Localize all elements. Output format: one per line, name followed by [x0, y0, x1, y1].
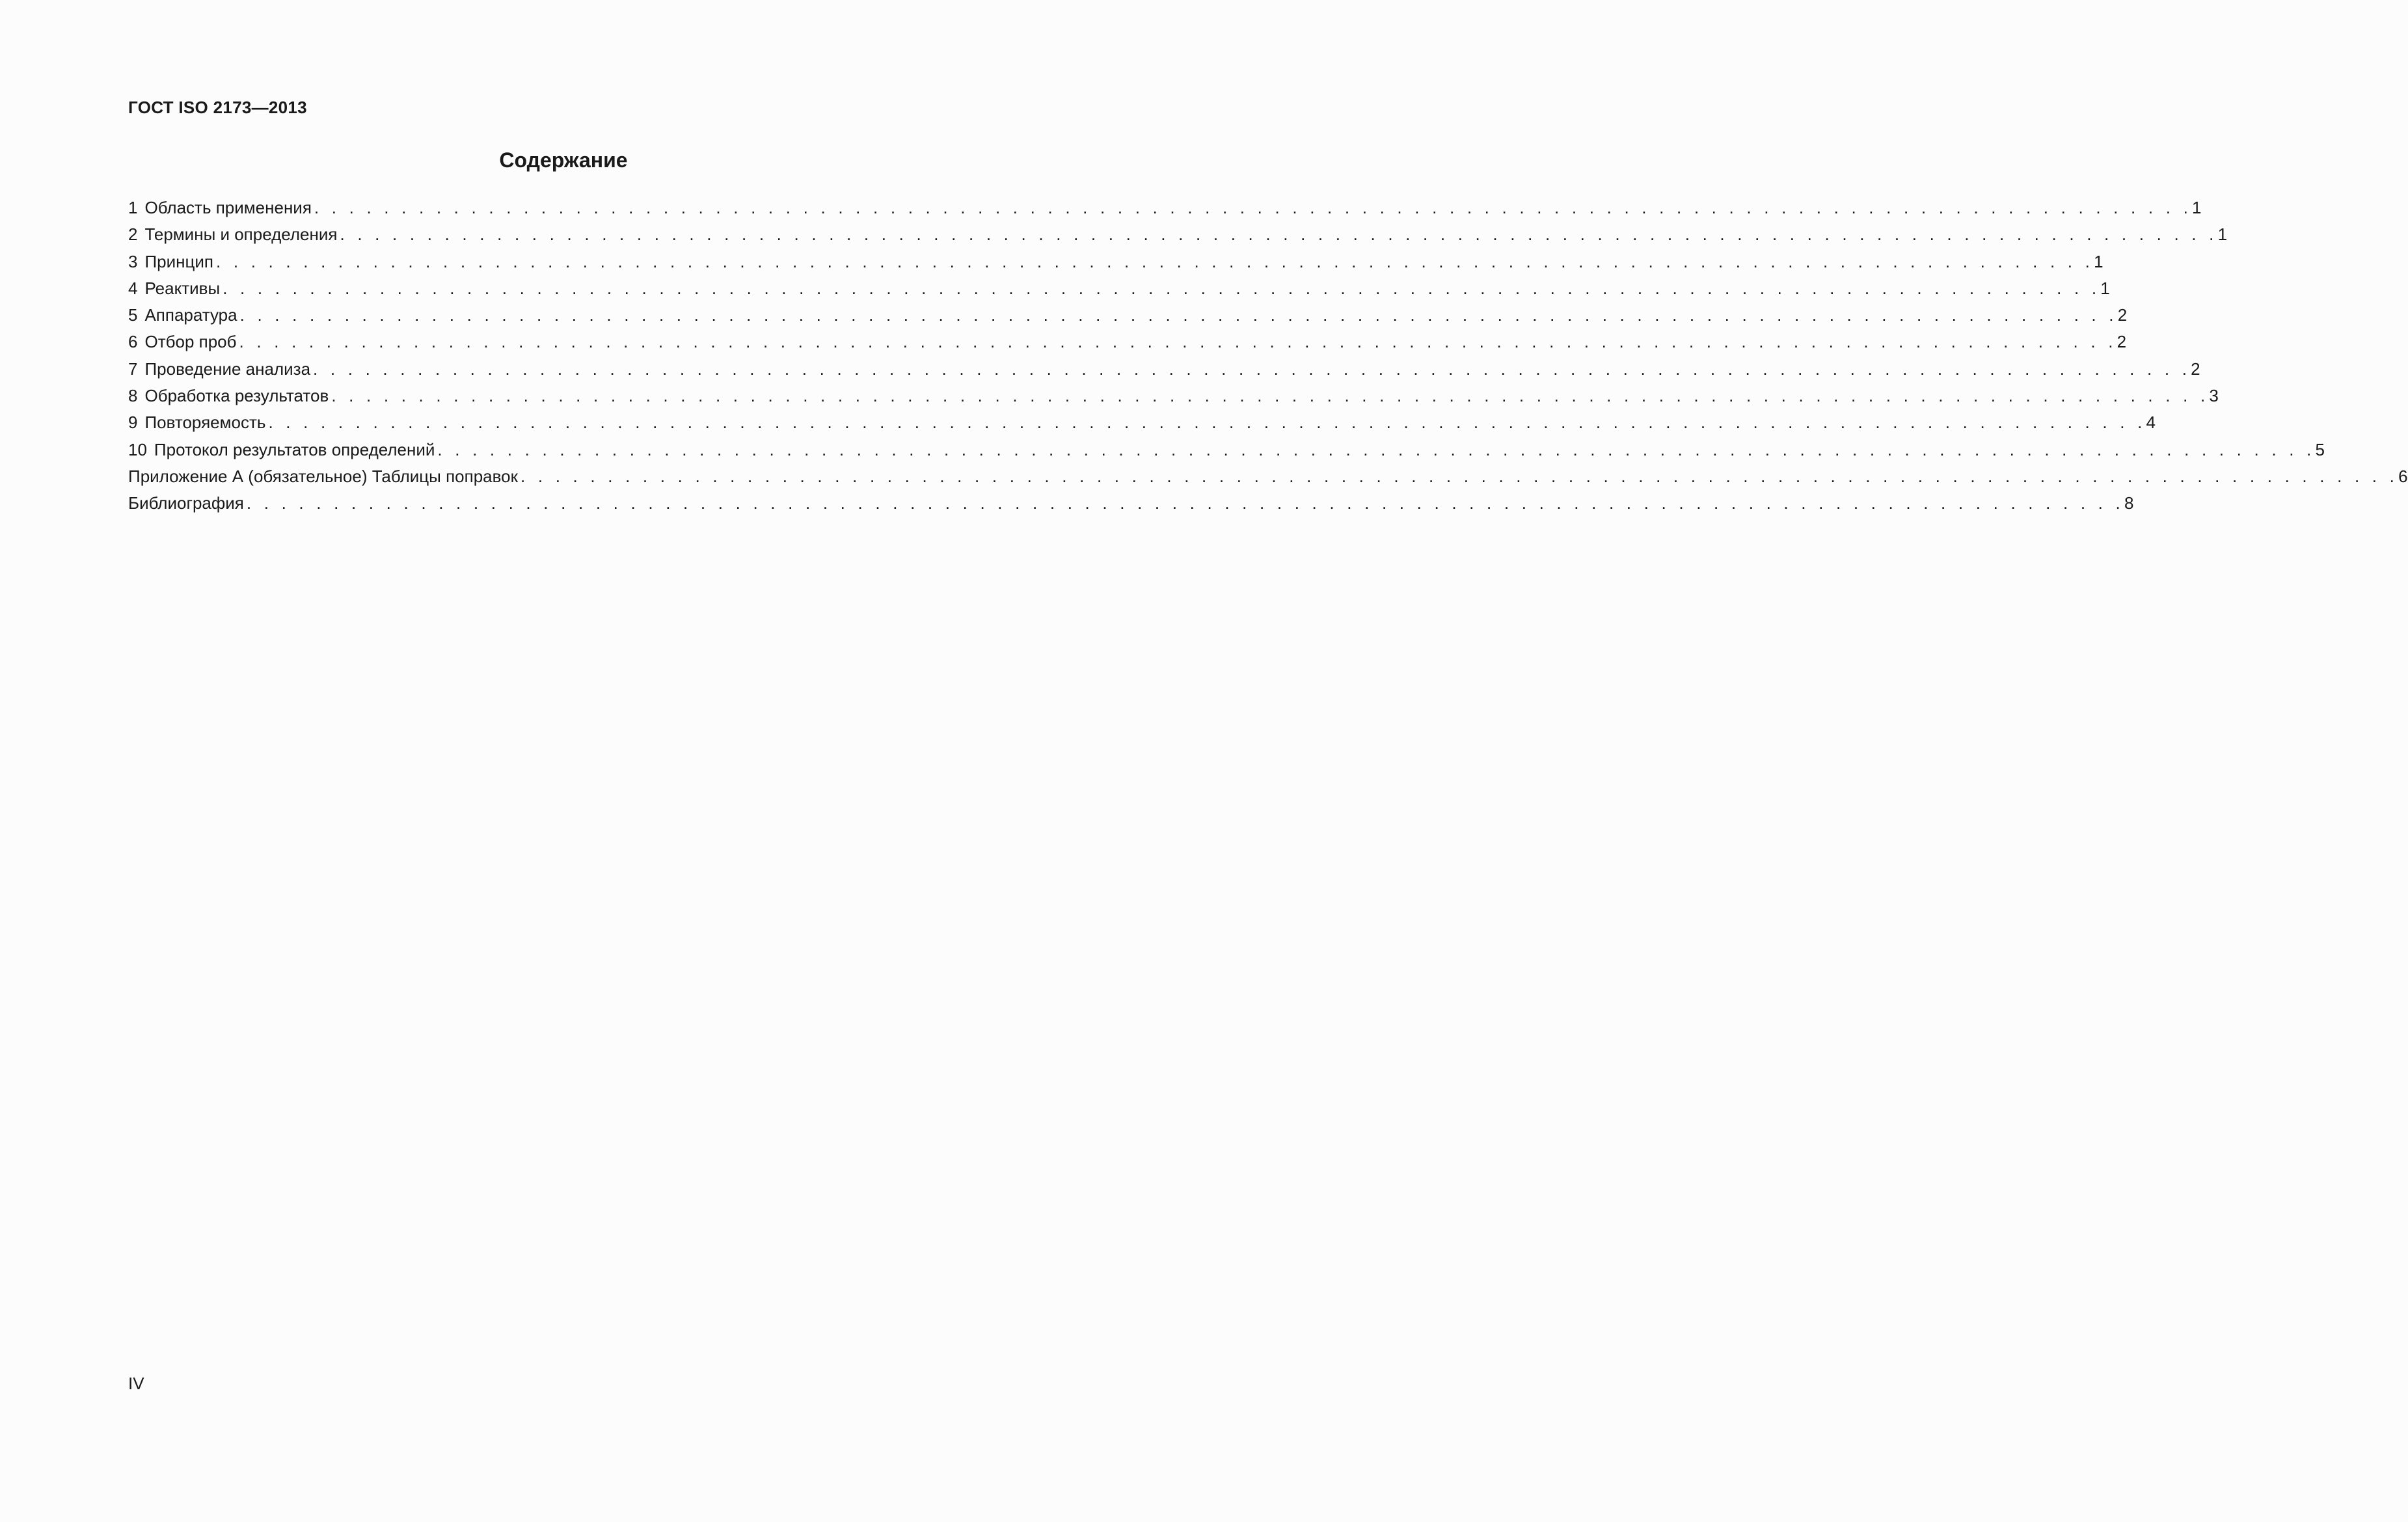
toc-entry[interactable] [128, 275, 2110, 302]
toc-entry-label [128, 275, 220, 302]
toc-entry-page: 2 [2117, 332, 2127, 352]
toc-entry-number: 2 [128, 224, 138, 245]
toc-entry[interactable] [128, 302, 2128, 329]
toc-entry-page: 1 [2100, 278, 2110, 298]
toc-entry-label [128, 356, 310, 383]
toc-leader-dots: . . . . . . . . . . . . . . . . . . . . . . . . . . . . . . . . . . . . . . . . . . . . . . . . . . . . . . . . . . . . . . . . . . . . . . . . . . . . . . . . . . . . . . . . . . . . . . . . . . . . . . . . . . . . [239, 305, 2118, 325]
toc-entry[interactable] [128, 195, 2202, 221]
toc-entry-label [128, 221, 337, 248]
document-header: ГОСТ ISO 2173—2013 [128, 98, 307, 117]
toc-entry-title: Отбор проб [144, 332, 237, 352]
toc-entry-title: Термины и определения [144, 224, 338, 245]
toc-entry-label [128, 490, 244, 517]
toc-entry-number: 6 [128, 332, 138, 352]
toc-entry[interactable] [128, 383, 2219, 409]
table-of-contents [128, 195, 2408, 517]
toc-entry-title: Аппаратура [144, 305, 237, 325]
toc-entry-title: Область применения [144, 198, 312, 217]
toc-entry-number: 8 [128, 386, 138, 406]
toc-leader-dots: . . . . . . . . . . . . . . . . . . . . . . . . . . . . . . . . . . . . . . . . . . . . . . . . . . . . . . . . . . . . . . . . . . . . . . . . . . . . . . . . . . . . . . . . . . . . . . . . . . . . . . . . . . . . [331, 386, 2210, 406]
toc-entry[interactable] [128, 437, 2325, 463]
toc-entry-page: 8 [2124, 493, 2134, 513]
toc-entry-title: Проведение анализа [144, 359, 311, 379]
toc-leader-dots: . . . . . . . . . . . . . . . . . . . . . . . . . . . . . . . . . . . . . . . . . . . . . . . . . . . . . . . . . . . . . . . . . . . . . . . . . . . . . . . . . . . . . . . . . . . . . . . . . . . . . . . . . . . . [437, 439, 2316, 459]
toc-leader-dots: . . . . . . . . . . . . . . . . . . . . . . . . . . . . . . . . . . . . . . . . . . . . . . . . . . . . . . . . . . . . . . . . . . . . . . . . . . . . . . . . . . . . . . . . . . . . . . . . . . . . . . . . . . . . [340, 224, 2218, 245]
toc-entry-label [128, 329, 237, 355]
toc-leader-dots: . . . . . . . . . . . . . . . . . . . . . . . . . . . . . . . . . . . . . . . . . . . . . . . . . . . . . . . . . . . . . . . . . . . . . . . . . . . . . . . . . . . . . . . . . . . . . . . . . . . . . . . . . . . . [223, 278, 2101, 298]
toc-entry-page: 2 [2191, 359, 2200, 379]
toc-entry[interactable] [128, 249, 2104, 275]
toc-entry-title: Приложение А (обязательное) Таблицы поправок [128, 466, 518, 486]
toc-entry-number: 10 [128, 439, 147, 459]
toc-entry-page: 1 [2217, 224, 2228, 245]
toc-entry-page: 1 [2192, 198, 2202, 217]
toc-entry-title: Реактивы [144, 278, 221, 298]
toc-entry-page: 6 [2398, 466, 2408, 486]
toc-entry[interactable] [128, 329, 2127, 355]
toc-entry-page: 1 [2094, 251, 2104, 271]
toc-leader-dots: . . . . . . . . . . . . . . . . . . . . . . . . . . . . . . . . . . . . . . . . . . . . . . . . . . . . . . . . . . . . . . . . . . . . . . . . . . . . . . . . . . . . . . . . . . . . . . . . . . . . . . . . . . . . [216, 251, 2094, 271]
toc-entry-title: Принцип [144, 251, 213, 271]
toc-entry-number: 9 [128, 413, 138, 433]
toc-entry-title: Обработка результатов [144, 386, 329, 406]
toc-entry-label [128, 437, 435, 463]
toc-entry-number: 1 [128, 198, 138, 217]
toc-entry-title: Библиография [128, 493, 244, 513]
toc-leader-dots: . . . . . . . . . . . . . . . . . . . . . . . . . . . . . . . . . . . . . . . . . . . . . . . . . . . . . . . . . . . . . . . . . . . . . . . . . . . . . . . . . . . . . . . . . . . . . . . . . . . . . . . . . . . . [521, 466, 2399, 486]
toc-leader-dots: . . . . . . . . . . . . . . . . . . . . . . . . . . . . . . . . . . . . . . . . . . . . . . . . . . . . . . . . . . . . . . . . . . . . . . . . . . . . . . . . . . . . . . . . . . . . . . . . . . . . . . . . . . . . [268, 413, 2146, 433]
toc-entry-page: 4 [2146, 413, 2156, 433]
toc-entry[interactable] [128, 409, 2156, 436]
toc-entry-label [128, 383, 329, 409]
toc-entry[interactable] [128, 463, 2408, 490]
toc-entry-label [128, 463, 518, 490]
toc-entry-number: 4 [128, 278, 138, 298]
toc-entry-page: 2 [2117, 305, 2128, 325]
toc-entry-label [128, 302, 237, 329]
toc-entry-title: Повторяемость [144, 413, 266, 433]
toc-entry-page: 3 [2209, 386, 2219, 406]
toc-leader-dots: . . . . . . . . . . . . . . . . . . . . . . . . . . . . . . . . . . . . . . . . . . . . . . . . . . . . . . . . . . . . . . . . . . . . . . . . . . . . . . . . . . . . . . . . . . . . . . . . . . . . . . . . . . . . [314, 198, 2192, 217]
toc-entry-label [128, 249, 213, 275]
toc-entry[interactable] [128, 356, 2200, 383]
toc-title: Содержание [499, 148, 628, 172]
toc-entry-number: 5 [128, 305, 138, 325]
toc-leader-dots: . . . . . . . . . . . . . . . . . . . . . . . . . . . . . . . . . . . . . . . . . . . . . . . . . . . . . . . . . . . . . . . . . . . . . . . . . . . . . . . . . . . . . . . . . . . . . . . . . . . . . . . . . . . . [246, 493, 2124, 513]
toc-leader-dots: . . . . . . . . . . . . . . . . . . . . . . . . . . . . . . . . . . . . . . . . . . . . . . . . . . . . . . . . . . . . . . . . . . . . . . . . . . . . . . . . . . . . . . . . . . . . . . . . . . . . . . . . . . . . [313, 359, 2191, 379]
toc-entry-number: 7 [128, 359, 138, 379]
toc-entry[interactable] [128, 221, 2228, 248]
toc-leader-dots: . . . . . . . . . . . . . . . . . . . . . . . . . . . . . . . . . . . . . . . . . . . . . . . . . . . . . . . . . . . . . . . . . . . . . . . . . . . . . . . . . . . . . . . . . . . . . . . . . . . . . . . . . . . . [239, 332, 2117, 352]
toc-entry-label [128, 195, 312, 221]
toc-entry-number: 3 [128, 251, 138, 271]
toc-entry-page: 5 [2315, 439, 2325, 459]
page-number: IV [128, 1374, 144, 1393]
toc-entry-title: Протокол результатов определений [154, 439, 435, 459]
toc-entry-label [128, 409, 265, 436]
toc-entry[interactable] [128, 490, 2134, 517]
